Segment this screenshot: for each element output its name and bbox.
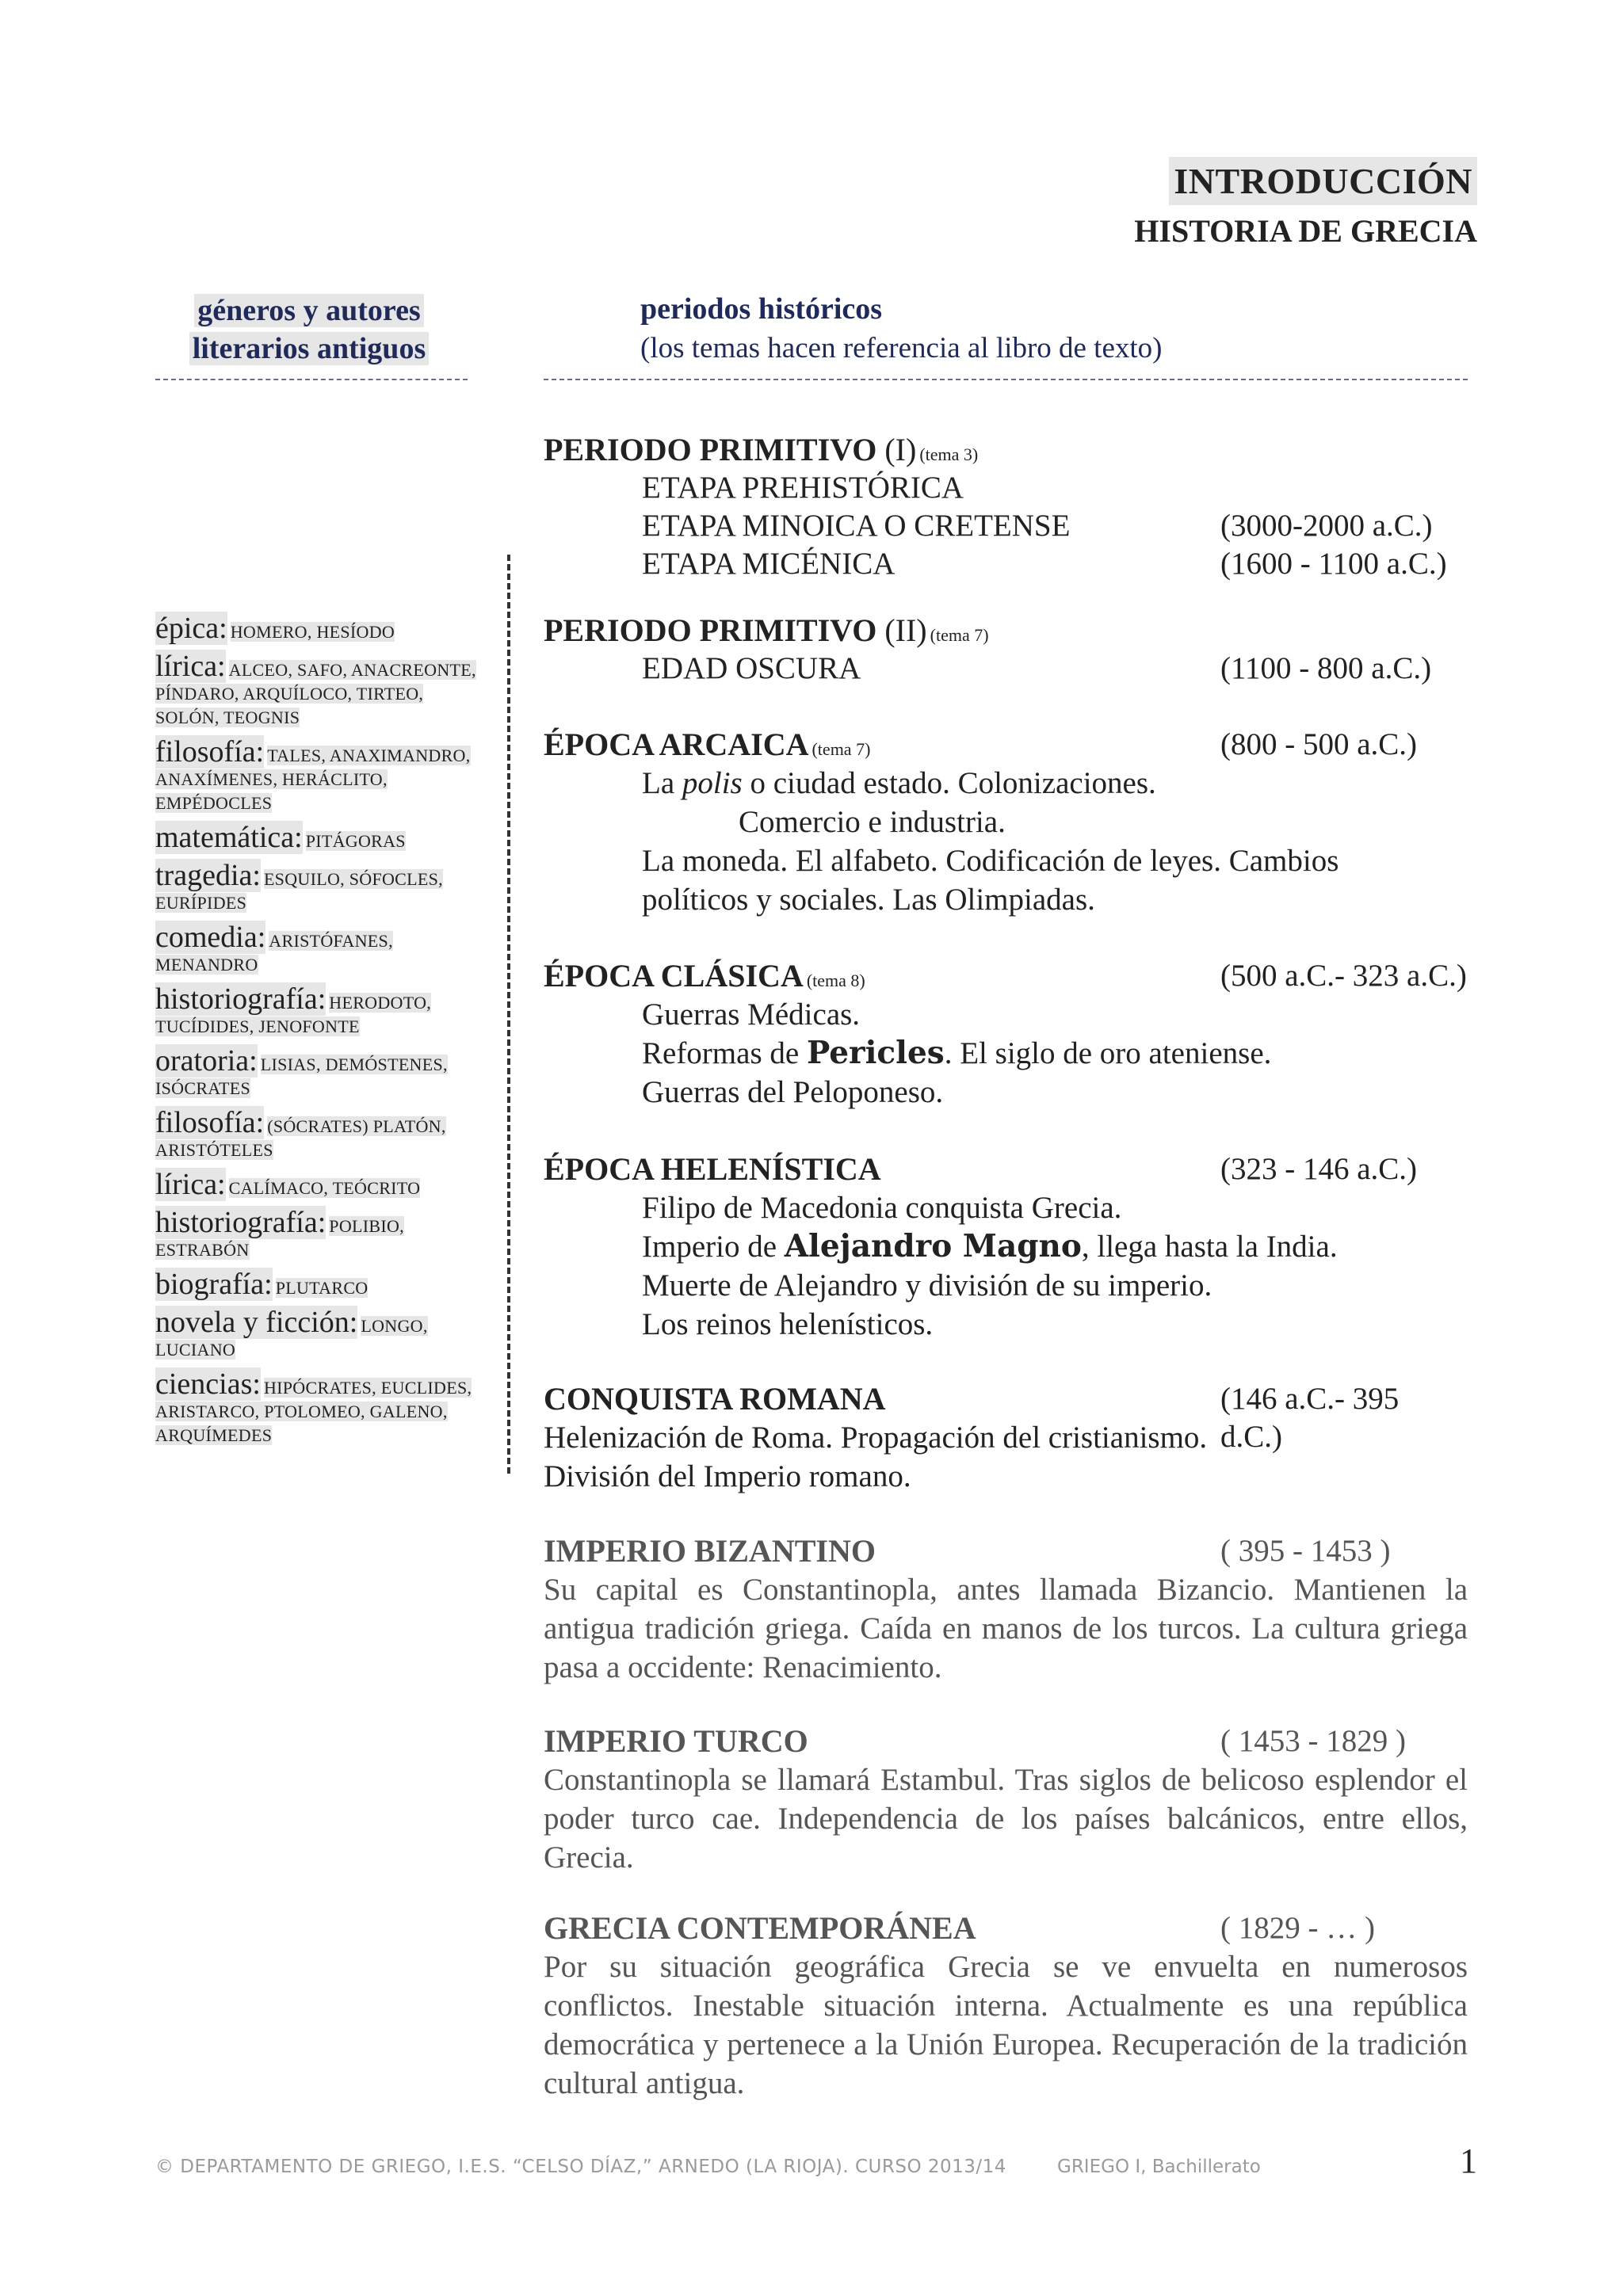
line-text: o ciudad estado. Colonizaciones.	[742, 766, 1156, 800]
genre-authors: POLIBIO, ESTRABÓN	[155, 1216, 404, 1260]
genre-authors: PITÁGORAS	[305, 831, 406, 851]
stage-row	[544, 545, 1468, 583]
period-tema: (tema 7)	[930, 625, 989, 645]
genre-authors: HOMERO, HESÍODO	[230, 622, 395, 642]
period-date: (146 a.C.- 395 d.C.)	[1220, 1382, 1400, 1454]
genre-item	[155, 821, 488, 854]
period-archaic	[544, 726, 1468, 919]
genre-item	[155, 982, 488, 1039]
period-text: Su capital es Constantinopla, antes llamada Bizancio. Mantienen la antigua tradición griega. Caída en manos de los turcos. La cultura griega pasa a occidente: Renacimiento.	[544, 1573, 1468, 1684]
stage-label: ETAPA PREHISTÓRICA	[642, 471, 964, 505]
period-date: ( 395 - 1453 )	[1220, 1534, 1391, 1568]
period-primitive-1	[544, 431, 1468, 583]
period-title: IMPERIO TURCO	[544, 1723, 808, 1759]
genre-item	[155, 735, 488, 816]
period-line: Comercio e industria.	[739, 805, 1006, 839]
genre-authors: ALCEO, SAFO, ANACREONTE, PÍNDARO, ARQUÍLOCO, TIRTEO, SOLÓN, TEOGNIS	[155, 660, 476, 727]
genre-authors: ESQUILO, SÓFOCLES, EURÍPIDES	[155, 869, 443, 913]
period-line: La moneda. El alfabeto. Codificación de leyes. Cambios	[642, 844, 1339, 878]
period-line	[544, 764, 1468, 803]
document-title: INTRODUCCIÓN	[1169, 157, 1477, 205]
period-line: Muerte de Alejandro y división de su imperio.	[642, 1268, 1212, 1302]
period-line: políticos y sociales. Las Olimpiadas.	[642, 883, 1095, 917]
period-title: ÉPOCA CLÁSICA	[544, 958, 804, 994]
genre-name: filosofía:	[155, 735, 265, 769]
line-italic: polis	[682, 766, 743, 800]
period-line	[544, 1227, 1468, 1266]
genre-name: ciencias:	[155, 1367, 261, 1401]
genre-name: lírica:	[155, 650, 226, 683]
period-byzantine	[544, 1532, 1468, 1687]
period-title	[544, 612, 927, 648]
periods-heading: periodos históricos	[640, 292, 883, 326]
period-line: Helenización de Roma. Propagación del cristianismo.	[544, 1421, 1208, 1455]
line-text: . El siglo de oro ateniense.	[944, 1036, 1272, 1070]
period-date: ( 1453 - 1829 )	[1220, 1724, 1406, 1758]
period-title: IMPERIO BIZANTINO	[544, 1533, 876, 1569]
period-roman: (I)	[884, 432, 917, 467]
line-text: La	[642, 766, 682, 800]
genre-name: matemática:	[155, 821, 303, 854]
period-ottoman	[544, 1722, 1468, 1877]
period-title	[544, 432, 916, 467]
period-line	[544, 1034, 1468, 1073]
genres-heading-rule	[155, 379, 468, 380]
genre-authors: (SÓCRATES) PLATÓN, ARISTÓTELES	[155, 1116, 446, 1160]
genre-name: novela y ficción:	[155, 1306, 358, 1339]
stage-row	[544, 507, 1468, 545]
genre-item	[155, 650, 488, 730]
period-text: Por su situación geográfica Grecia se ve envuelta en numerosos conflictos. Inestable situación interna. Actualmente es una república democrática y pertenece a la Unión Europea. Recuperación de la tradición cultural antigua.	[544, 1950, 1468, 2100]
footer-copyright: © DEPARTAMENTO DE GRIEGO, I.E.S. “CELSO DÍAZ,” ARNEDO (LA RIOJA). CURSO 2013/14	[155, 2157, 1006, 2177]
stage-label: ETAPA MINOICA O CRETENSE	[642, 509, 1071, 543]
footer-course: GRIEGO I, Bachillerato	[1057, 2157, 1261, 2177]
genre-authors: ARISTÓFANES, MENANDRO	[155, 931, 393, 974]
genre-item	[155, 1206, 488, 1263]
genres-heading	[155, 292, 463, 368]
periods-heading-note: (los temas hacen referencia al libro de texto)	[640, 332, 1163, 364]
document-subtitle: HISTORIA DE GRECIA	[1134, 213, 1477, 249]
genres-heading-line1: géneros y autores	[194, 294, 423, 327]
genre-name: oratoria:	[155, 1044, 258, 1077]
genre-authors: HIPÓCRATES, EUCLIDES, ARISTARCO, PTOLOMEO, GALENO, ARQUÍMEDES	[155, 1378, 472, 1445]
period-title-text: PERIODO PRIMITIVO	[544, 432, 877, 467]
stage-row	[544, 650, 1468, 688]
period-title: ÉPOCA ARCAICA	[544, 727, 809, 762]
period-date: (800 - 500 a.C.)	[1220, 727, 1418, 761]
stage-date: (1600 - 1100 a.C.)	[1220, 547, 1447, 581]
period-hellenistic	[544, 1150, 1468, 1344]
period-contemporary	[544, 1909, 1468, 2103]
period-date: (500 a.C.- 323 a.C.)	[1220, 959, 1467, 993]
genre-item	[155, 1106, 488, 1163]
genre-authors: HERODOTO, TUCÍDIDES, JENOFONTE	[155, 993, 432, 1036]
period-line: Filipo de Macedonia conquista Grecia.	[642, 1191, 1122, 1225]
period-date: ( 1829 - … )	[1220, 1911, 1375, 1945]
genre-name: comedia:	[155, 921, 266, 954]
column-divider	[507, 555, 510, 1474]
line-bold: Pericles	[806, 1035, 945, 1071]
genre-name: biografía:	[155, 1268, 273, 1301]
period-roman-conquest	[544, 1380, 1468, 1496]
genre-item	[155, 1168, 488, 1201]
genre-item	[155, 1367, 488, 1448]
genre-authors: TALES, ANAXIMANDRO, ANAXÍMENES, HERÁCLITO, EMPÉDOCLES	[155, 746, 471, 813]
period-line: Guerras del Peloponeso.	[642, 1075, 944, 1109]
genre-name: lírica:	[155, 1168, 226, 1201]
genres-heading-line2: literarios antiguos	[189, 332, 429, 365]
genre-item	[155, 612, 488, 645]
period-line: Guerras Médicas.	[642, 997, 861, 1032]
genre-name: tragedia:	[155, 859, 261, 892]
stage-label: ETAPA MICÉNICA	[642, 547, 896, 581]
period-title: ÉPOCA HELENÍSTICA	[544, 1151, 881, 1187]
line-bold: Alejandro Magno	[784, 1228, 1082, 1264]
genre-name: historiografía:	[155, 982, 327, 1016]
period-title: GRECIA CONTEMPORÁNEA	[544, 1910, 976, 1946]
period-tema: (tema 8)	[806, 971, 865, 990]
genre-item	[155, 1044, 488, 1101]
page-number: 1	[1460, 2142, 1477, 2180]
period-date: (323 - 146 a.C.)	[1220, 1152, 1418, 1186]
stage-date: (3000-2000 a.C.)	[1220, 509, 1433, 543]
genre-name: filosofía:	[155, 1106, 265, 1139]
period-classical	[544, 957, 1468, 1112]
genre-name: historiografía:	[155, 1206, 327, 1239]
line-text: Reformas de	[642, 1036, 807, 1070]
genre-list	[155, 612, 488, 1453]
genre-item	[155, 921, 488, 978]
period-title: CONQUISTA ROMANA	[544, 1381, 886, 1417]
periods-heading-rule	[544, 379, 1468, 380]
period-tema: (tema 7)	[812, 739, 871, 759]
period-line: División del Imperio romano.	[544, 1459, 911, 1493]
stage-date: (1100 - 800 a.C.)	[1220, 651, 1432, 685]
genre-item	[155, 1306, 488, 1363]
period-primitive-2	[544, 612, 1468, 688]
genre-item	[155, 1268, 488, 1301]
period-text: Constantinopla se llamará Estambul. Tras siglos de belicoso esplendor el poder turco cae. Independencia de los países balcánicos, entre ellos, Grecia.	[544, 1763, 1468, 1875]
genre-authors: LONGO, LUCIANO	[155, 1316, 428, 1360]
stage-label: EDAD OSCURA	[642, 651, 861, 685]
line-text: , llega hasta la India.	[1081, 1230, 1338, 1264]
genre-authors: PLUTARCO	[275, 1278, 369, 1298]
period-roman: (II)	[884, 612, 927, 648]
period-line: Los reinos helenísticos.	[642, 1307, 934, 1341]
genre-authors: LISIAS, DEMÓSTENES, ISÓCRATES	[155, 1055, 448, 1098]
line-text: Imperio de	[642, 1230, 785, 1264]
genre-item	[155, 859, 488, 916]
period-title-text: PERIODO PRIMITIVO	[544, 612, 877, 648]
genre-authors: CALÍMACO, TEÓCRITO	[228, 1178, 421, 1198]
stage-row	[544, 469, 1468, 507]
genre-name: épica:	[155, 612, 227, 645]
period-tema: (tema 3)	[919, 444, 979, 464]
